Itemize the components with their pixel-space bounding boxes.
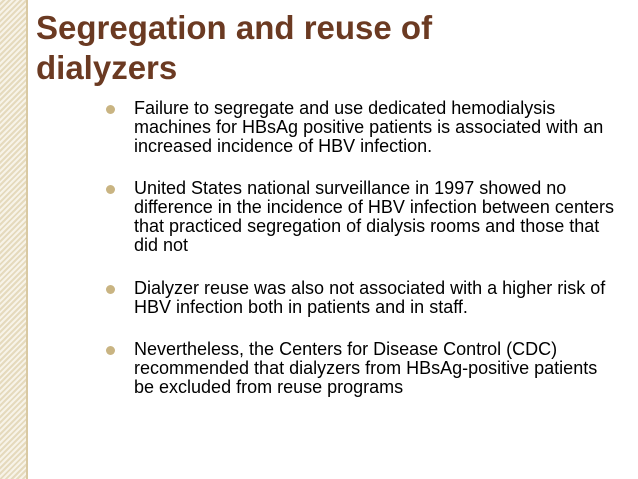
bullet-dot-icon [106, 105, 115, 114]
bullet-item-reuse [106, 279, 616, 317]
decorative-side-panel [0, 0, 26, 479]
bullet-text: Failure to segregate and use dedicated hemodialysis machines for HBsAg positive patients is associated with an increased incidence of HBV infection. [134, 98, 604, 156]
bullet-list [106, 99, 616, 420]
bullet-dot-icon [106, 285, 115, 294]
slide-title: Segregation and reuse of dialyzers [36, 9, 433, 86]
bullet-item-segregation [106, 99, 616, 156]
bullet-item-cdc [106, 340, 616, 397]
bullet-dot-icon [106, 185, 115, 194]
bullet-text: Nevertheless, the Centers for Disease Control (CDC) recommended that dialyzers from HBsAg-positive patients be excluded from reuse programs [134, 339, 598, 397]
bullet-dot-icon [106, 346, 115, 355]
bullet-item-surveillance [106, 179, 616, 255]
side-panel-border [26, 0, 28, 479]
bullet-text: Dialyzer reuse was also not associated with a higher risk of HBV infection both in patients and in staff. [134, 278, 606, 317]
bullet-text: United States national surveillance in 1997 showed no difference in the incidence of HBV infection between centers that practiced segregation of dialysis rooms and those that did not [134, 178, 614, 255]
